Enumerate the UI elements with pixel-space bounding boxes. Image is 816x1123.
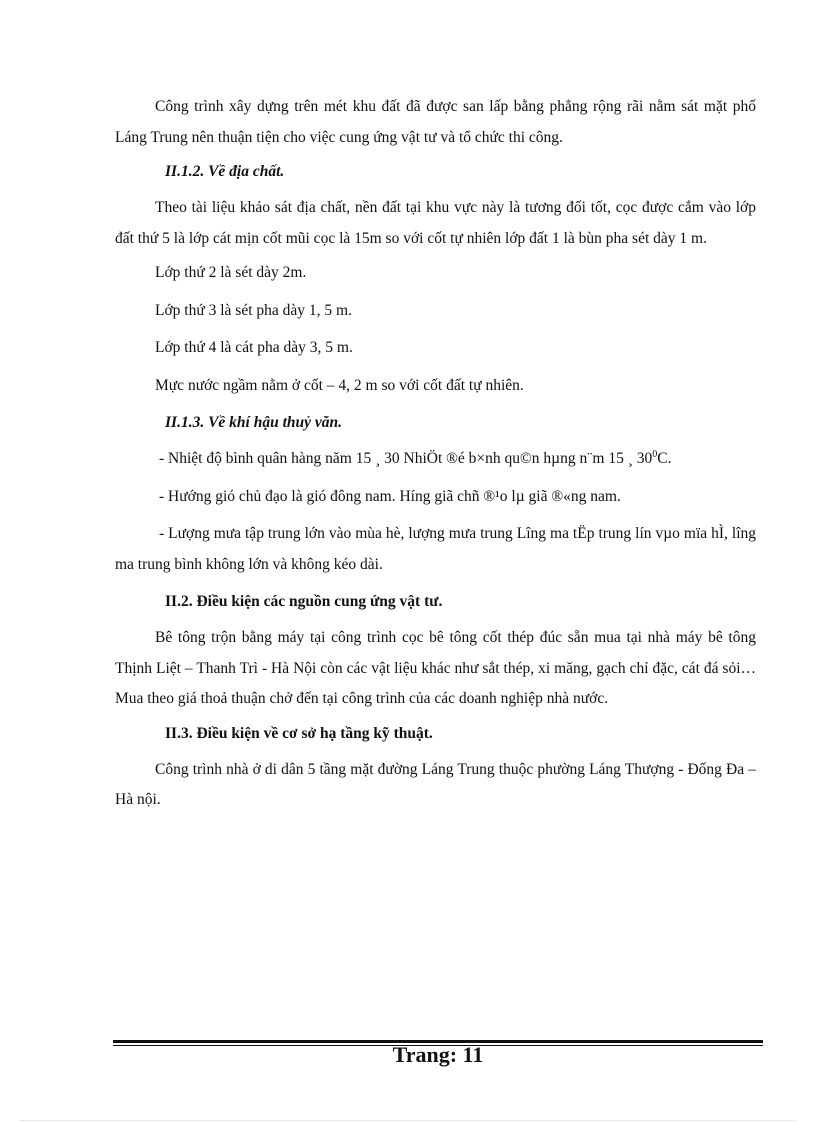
groundwater-level: Mực nước ngầm nằm ở cốt – 4, 2 m so với cốt đất tự nhiên. <box>155 376 524 394</box>
climate-temperature-unit: C. <box>657 450 672 467</box>
paragraph-geology: Theo tài liệu khảo sát địa chất, nền đất tại khu vực này là tương đối tốt, cọc được cắm vào lớp đất thứ 5 là lớp cát mịn cốt mũi cọc là 15m so với cốt tự nhiên lớp đất 1 là bùn pha sét dày 1 m. <box>115 199 756 247</box>
soil-layer-3: Lớp thứ 3 là sét pha dày 1, 5 m. <box>155 301 352 319</box>
climate-wind: - Hướng gió chủ đạo là gió đông nam. Híng giã chñ ®¹o lµ giã ®«ng nam. <box>159 487 621 505</box>
heading-geology: II.1.2. Về địa chất. <box>165 163 285 180</box>
paragraph-infrastructure: Công trình nhà ở di dân 5 tầng mặt đường Láng Trung thuộc phường Láng Thượng - Đống Đa – Hà nội. <box>115 760 756 808</box>
page-number: Trang: 11 <box>392 1042 484 1067</box>
paragraph-supply: Bê tông trộn bằng máy tại công trình cọc bê tông cốt thép đúc sẵn mua tại nhà máy bê tông Thịnh Liệt – Thanh Trì - Hà Nội còn các vật liệu khác như sắt thép, xi măng, gạch chỉ đặc, cát đá sỏi… Mua theo giá thoả thuận chở đến tại công trình của các doanh nghiệp nhà nước. <box>115 629 756 707</box>
heading-climate: II.1.3. Về khí hậu thuỷ văn. <box>165 414 343 431</box>
page-edge-divider <box>20 1120 796 1122</box>
climate-rainfall: - Lượng mưa tập trung lớn vào mùa hè, lượng mưa trung Lîng ma tËp trung lín vµo mïa hÌ, lîng ma trung bình không lớn và không kéo dài. <box>115 525 756 573</box>
climate-temperature-text: - Nhiệt độ bình quân hàng năm 15 ¸ 30 NhiÖt ®é b×nh qu©n hµng n¨m 15 ¸ 30 <box>159 450 653 467</box>
soil-layer-4: Lớp thứ 4 là cát pha dày 3, 5 m. <box>155 339 353 356</box>
paragraph-site-location: Công trình xây dựng trên mét khu đất đã được san lấp bằng phẳng rộng rãi nằm sát mặt phố Láng Trung nên thuận tiện cho việc cung ứng vật tư và tổ chức thi công. <box>115 98 756 146</box>
document-body <box>115 92 756 820</box>
climate-temperature <box>115 444 756 475</box>
heading-infrastructure: II.3. Điều kiện về cơ sở hạ tầng kỹ thuật. <box>165 724 433 742</box>
soil-layer-2: Lớp thứ 2 là sét dày 2m. <box>155 264 307 281</box>
heading-supply: II.2. Điều kiện các nguồn cung ứng vật tư. <box>165 593 443 610</box>
degree-superscript: 0 <box>652 448 658 460</box>
